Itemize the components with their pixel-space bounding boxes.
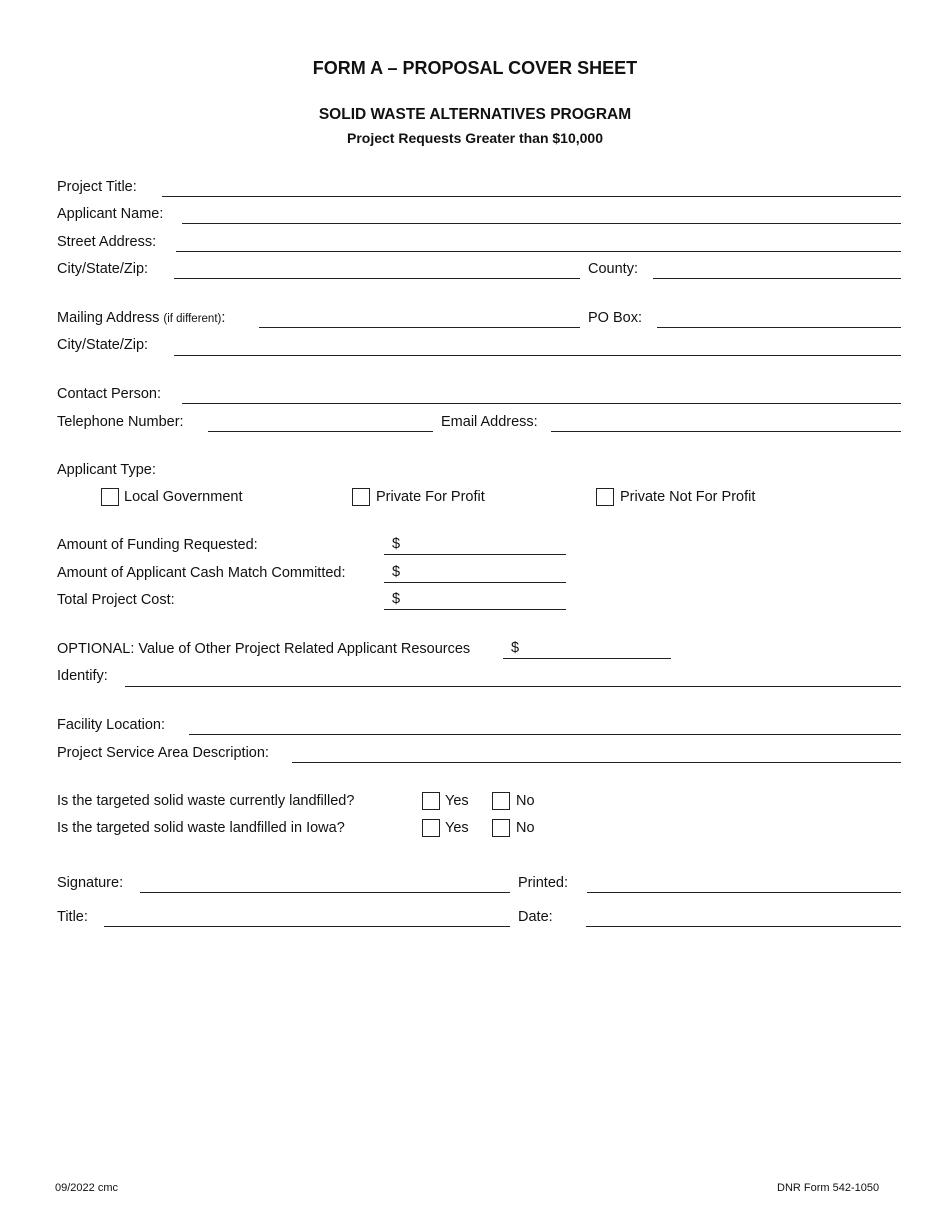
mailing-address-field[interactable]	[259, 327, 580, 328]
city-state-zip-label: City/State/Zip:	[57, 261, 149, 277]
cash-match-dollar: $	[392, 564, 401, 580]
total-project-cost-dollar: $	[392, 591, 401, 607]
private-not-for-profit-label: Private Not For Profit	[620, 489, 756, 505]
mailing-city-state-zip-label: City/State/Zip:	[57, 337, 149, 353]
question-iowa-yes-checkbox[interactable]	[422, 819, 440, 837]
cash-match-label: Amount of Applicant Cash Match Committed:	[57, 565, 346, 581]
applicant-name-field[interactable]	[182, 223, 901, 224]
mailing-address-label	[57, 309, 225, 328]
optional-resources-dollar: $	[511, 640, 520, 656]
po-box-field[interactable]	[657, 327, 901, 328]
facility-location-label: Facility Location:	[57, 717, 165, 733]
form-title: FORM A – PROPOSAL COVER SHEET	[312, 58, 638, 78]
county-field[interactable]	[653, 278, 901, 279]
question-landfilled-no-checkbox[interactable]	[492, 792, 510, 810]
project-title-field[interactable]	[162, 196, 901, 197]
private-for-profit-label: Private For Profit	[376, 489, 485, 505]
telephone-label: Telephone Number:	[57, 414, 184, 430]
mailing-address-text: Mailing Address	[57, 310, 160, 326]
local-government-label: Local Government	[124, 489, 243, 505]
program-name: SOLID WASTE ALTERNATIVES PROGRAM	[318, 106, 632, 123]
question-iowa-yes-label: Yes	[445, 820, 469, 836]
question-landfilled-yes-label: Yes	[445, 793, 469, 809]
telephone-field[interactable]	[208, 431, 433, 432]
contact-person-field[interactable]	[182, 403, 901, 404]
local-government-checkbox[interactable]	[101, 488, 119, 506]
question-landfilled-label: Is the targeted solid waste currently landfilled?	[57, 793, 355, 809]
mailing-address-colon: :	[221, 310, 226, 326]
printed-label: Printed:	[518, 875, 568, 891]
signature-label: Signature:	[57, 875, 124, 891]
optional-resources-field[interactable]	[503, 658, 671, 659]
street-address-field[interactable]	[176, 251, 901, 252]
optional-resources-label: OPTIONAL: Value of Other Project Related Applicant Resources	[57, 641, 471, 657]
question-iowa-label: Is the targeted solid waste landfilled in Iowa?	[57, 820, 345, 836]
funding-requested-label: Amount of Funding Requested:	[57, 537, 258, 553]
funding-requested-dollar: $	[392, 536, 401, 552]
identify-label: Identify:	[57, 668, 108, 684]
private-for-profit-checkbox[interactable]	[352, 488, 370, 506]
total-project-cost-label: Total Project Cost:	[57, 592, 175, 608]
street-address-label: Street Address:	[57, 234, 157, 250]
question-iowa-no-checkbox[interactable]	[492, 819, 510, 837]
applicant-name-label: Applicant Name:	[57, 206, 164, 222]
email-label: Email Address:	[441, 414, 538, 430]
service-area-field[interactable]	[292, 762, 901, 763]
date-field[interactable]	[586, 926, 901, 927]
title-field[interactable]	[104, 926, 510, 927]
footer-revision: 09/2022 cmc	[55, 1182, 118, 1194]
form-subtitle: Project Requests Greater than $10,000	[346, 130, 603, 146]
question-landfilled-yes-checkbox[interactable]	[422, 792, 440, 810]
identify-field[interactable]	[125, 686, 901, 687]
printed-field[interactable]	[587, 892, 901, 893]
po-box-label: PO Box:	[588, 310, 642, 326]
footer-form-number: DNR Form 542-1050	[777, 1182, 880, 1194]
total-project-cost-field[interactable]	[384, 609, 566, 610]
question-landfilled-no-label: No	[516, 793, 535, 809]
email-field[interactable]	[551, 431, 901, 432]
mailing-address-note: (if different)	[163, 313, 222, 325]
title-label: Title:	[57, 909, 88, 925]
project-title-label: Project Title:	[57, 179, 137, 195]
signature-field[interactable]	[140, 892, 510, 893]
cash-match-field[interactable]	[384, 582, 566, 583]
service-area-label: Project Service Area Description:	[57, 745, 269, 761]
mailing-city-state-zip-field[interactable]	[174, 355, 901, 356]
contact-person-label: Contact Person:	[57, 386, 161, 402]
city-state-zip-field[interactable]	[174, 278, 580, 279]
question-iowa-no-label: No	[516, 820, 535, 836]
facility-location-field[interactable]	[189, 734, 901, 735]
date-label: Date:	[518, 909, 553, 925]
private-not-for-profit-checkbox[interactable]	[596, 488, 614, 506]
county-label: County:	[588, 261, 638, 277]
funding-requested-field[interactable]	[384, 554, 566, 555]
applicant-type-label: Applicant Type:	[57, 462, 156, 478]
